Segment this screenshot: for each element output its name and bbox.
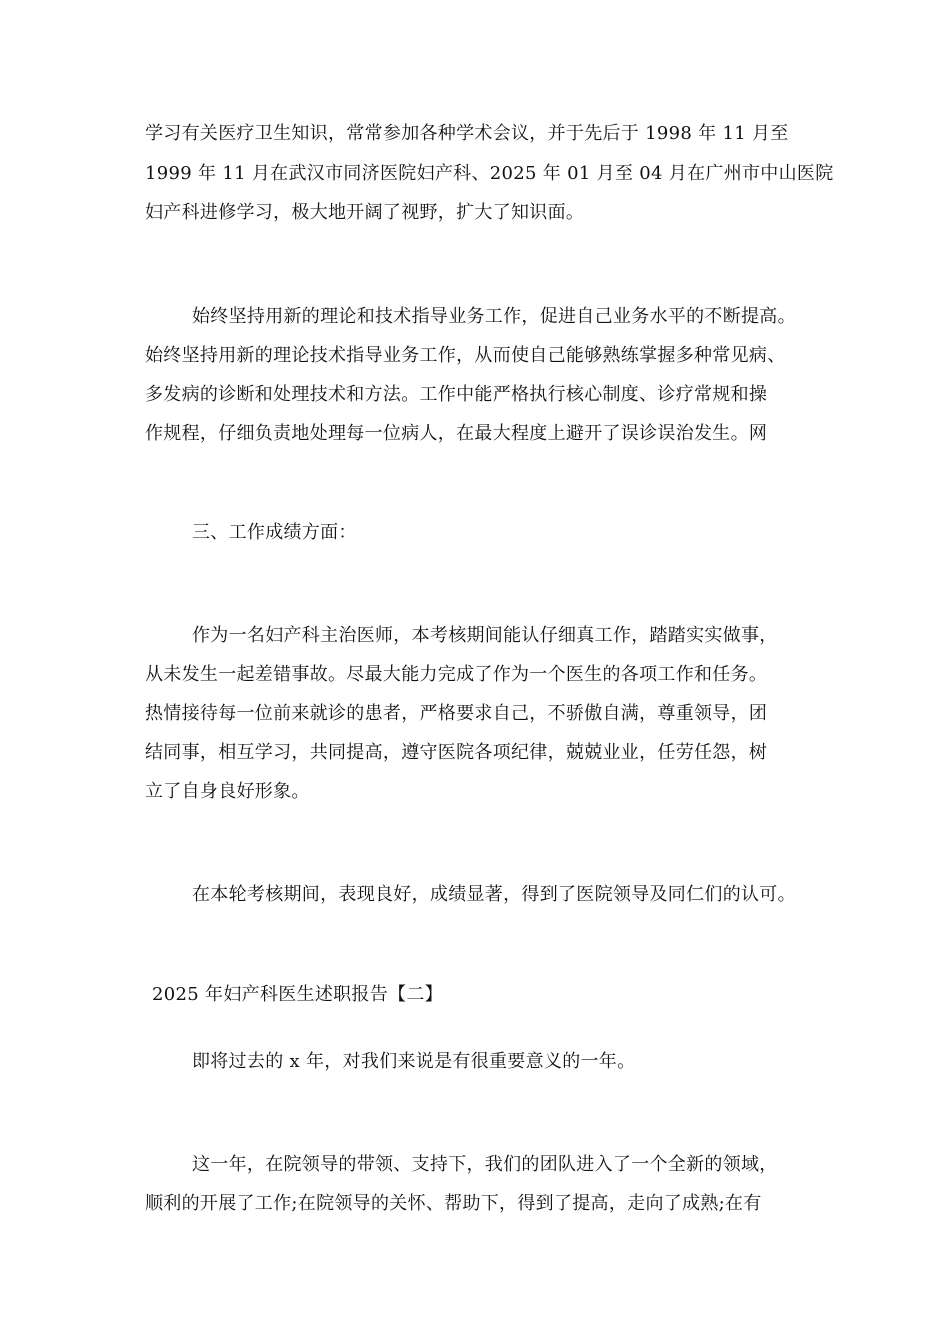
- section-heading: 三、工作成绩方面：: [192, 522, 357, 543]
- text-line: 顺利的开展了工作;在院领导的关怀、帮助下，得到了提高，走向了成熟;在有: [145, 1193, 762, 1214]
- text-line: 立了自身良好形象。: [145, 781, 310, 802]
- text-line: 多发病的诊断和处理技术和方法。工作中能严格执行核心制度、诊疗常规和操: [145, 384, 768, 405]
- paragraph-assessment-result: 在本轮考核期间，表现良好，成绩显著，得到了医院领导及同仁们的认可。: [192, 884, 796, 905]
- text-line: 妇产科进修学习，极大地开阔了视野，扩大了知识面。: [145, 202, 585, 223]
- paragraph-year-intro: 即将过去的 x 年，对我们来说是有很重要意义的一年。: [192, 1051, 636, 1072]
- text-line: 学习有关医疗卫生知识，常常参加各种学术会议，并于先后于 1998 年 11 月至: [145, 123, 789, 144]
- text-line: 结同事，相互学习，共同提高，遵守医院各项纪律，兢兢业业，任劳任怨，树: [145, 742, 768, 763]
- text-line: 从未发生一起差错事故。尽最大能力完成了作为一个医生的各项工作和任务。: [145, 664, 768, 685]
- text-line: 这一年，在院领导的带领、支持下，我们的团队进入了一个全新的领域，: [192, 1154, 778, 1175]
- text-line: 热情接待每一位前来就诊的患者，严格要求自己，不骄傲自满，尊重领导，团: [145, 703, 768, 724]
- text-line: 始终坚持用新的理论和技术指导业务工作，促进自己业务水平的不断提高。: [192, 306, 796, 327]
- report-title: 2025 年妇产科医生述职报告【二】: [152, 984, 443, 1005]
- text-line: 作规程，仔细负责地处理每一位病人，在最大程度上避开了误诊误治发生。网: [145, 423, 768, 444]
- text-line: 始终坚持用新的理论技术指导业务工作，从而使自己能够熟练掌握多种常见病、: [145, 345, 786, 366]
- text-line: 作为一名妇产科主治医师，本考核期间能认仔细真工作，踏踏实实做事，: [192, 625, 778, 646]
- text-line: 1999 年 11 月在武汉市同济医院妇产科、2025 年 01 月至 04 月在广州市中山医院: [145, 163, 834, 184]
